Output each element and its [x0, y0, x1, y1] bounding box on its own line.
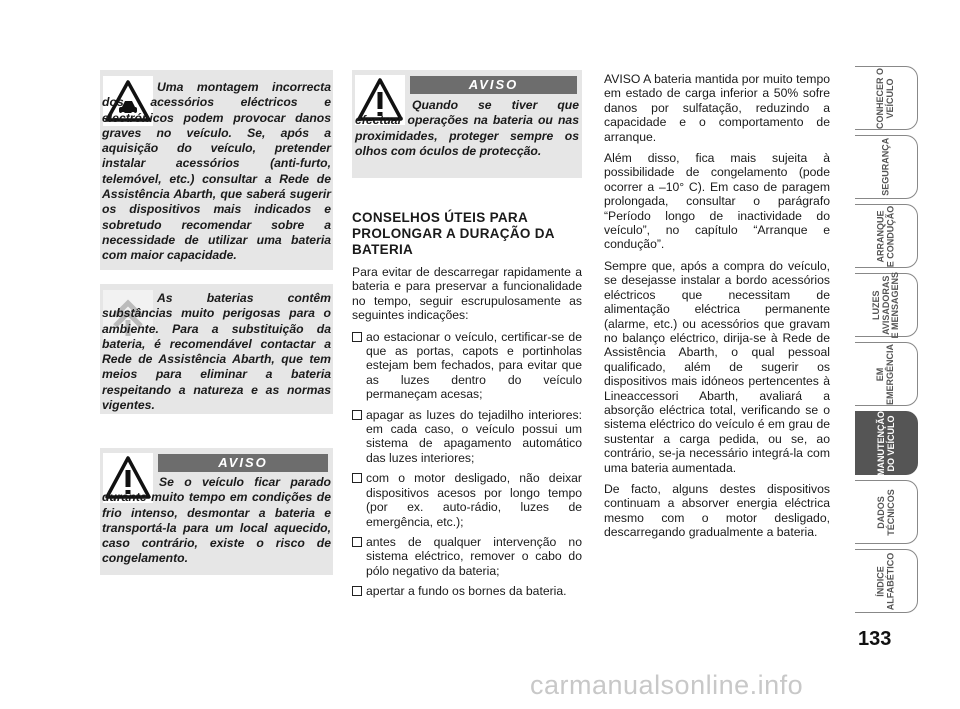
list-item: antes de qualquer intervenção no sistema eléctrico, remover o cabo do pólo negativo da bateria; [352, 535, 582, 578]
aviso-box-operations [352, 70, 582, 178]
paragraph: AVISO A bateria mantida por muito tempo em estado de carga inferior a 50% sofre danos por sulfatação, reduzindo a capacidade e o comportamento de arranque. [604, 72, 830, 144]
warning-box-accessories [100, 70, 333, 270]
tips-list [352, 330, 582, 599]
list-item: apertar a fundo os bornes da bateria. [352, 584, 582, 598]
aviso-label: AVISO [158, 454, 328, 472]
list-item: ao estacionar o veículo, certificar-se de que as portas, capots e portinholas estejam bem fechados, para evitar que as luzes dentro do veículo permaneçam acesas; [352, 330, 582, 402]
list-item: apagar as luzes do tejadilho interiores: em cada caso, o veículo possui um sistema de apagamento automático das luzes interiores; [352, 408, 582, 466]
tab-arranque-conducao[interactable]: ARRANQUE E CONDUÇÃO [855, 204, 918, 268]
right-column [604, 72, 830, 547]
paragraph: Além disso, fica mais sujeita à possibilidade de congelamento (pode ocorrer a –10° C). Em caso de paragem prolongada, consultar o parágrafo “Período longo de inactividade do veículo”, no capítulo “Arranque e condução”. [604, 151, 830, 252]
tab-manutencao-veiculo[interactable]: MANUTENÇÃO DO VEÍCULO [855, 411, 918, 475]
tab-seguranca[interactable]: SEGURANÇA [855, 135, 918, 199]
tab-indice-alfabetico[interactable]: ÍNDICE ALFABÉTICO [855, 549, 918, 613]
aviso-label: AVISO [410, 76, 577, 94]
warning-environment-text: As baterias contêm substâncias muito perigosas para o ambiente. Para a substituição da bateria, é recomendável contactar a Rede de Assistência Abarth, que tem meios para eliminar a bateria respeitando a natureza e as normas vigentes. [102, 291, 331, 413]
warning-accessories-text: Uma montagem incorrecta dos acessórios eléctricos e electrónicos podem provocar danos graves no veículo. Se, após a aquisição do veículo, pretender instalar acessórios (anti-furto, telemóvel, etc.) consultar a Rede de Assistência Abarth, que saberá sugerir os dispositivos mais indicados e sobretudo recomendar sobre a necessidade de utilizar uma bateria com maior capacidade. [102, 80, 331, 263]
watermark: carmanualsonline.info [530, 670, 804, 700]
aviso-cold-text: Se o veículo ficar parado durante muito tempo em condições de frio intenso, desmontar a bateria e transportá-la para um local aquecido, caso contrário, existe o risco de congelamento. [102, 475, 331, 566]
aviso-box-cold [100, 448, 333, 575]
checkbox-bullet-icon [352, 473, 362, 483]
section-intro: Para evitar de descarregar rapidamente a bateria e para preservar a funcionalidade no tempo, seguir escrupulosamente as seguintes indicações: [352, 265, 582, 323]
section-body [352, 265, 582, 605]
checkbox-bullet-icon [352, 586, 362, 596]
checkbox-bullet-icon [352, 332, 362, 342]
warning-box-environment [100, 284, 333, 414]
list-item: com o motor desligado, não deixar dispositivos acesos por longo tempo (por ex. auto-rádio, luzes de emergência, etc.); [352, 471, 582, 529]
section-title: CONSELHOS ÚTEIS PARA PROLONGAR A DURAÇÃO DA BATERIA [352, 210, 555, 257]
paragraph: De facto, alguns destes dispositivos continuam a absorver energia eléctrica mesmo com o motor desligado, descarregando gradualmente a bateria. [604, 481, 830, 540]
tab-em-emergencia[interactable]: EM EMERGÊNCIA [855, 342, 918, 406]
tab-dados-tecnicos[interactable]: DADOS TÉCNICOS [855, 480, 918, 544]
paragraph: Sempre que, após a compra do veículo, se desejasse instalar a bordo acessórios eléctricos que necessitam de alimentação eléctrica permanente (alarme, etc.) ou acessórios que gravam no balanço eléctrico, dirija-se à Rede de Assistência Abarth, o qual pessoal qualificado, além de sugerir os dispositivos mais idóneos pertencentes à Lineaccessori Abarth, avaliará a absorção eléctrica total, verificando se o sistema eléctrico do veículo é em grau de sustentar a carga pedida, ou se, ao contrário, se-ja necessário integrá-la com uma bateria aumentada. [604, 258, 830, 475]
page-number: 133 [858, 628, 892, 650]
tab-luzes-avisadoras[interactable]: LUZES AVISADORAS E MENSAGENS [855, 273, 918, 337]
checkbox-bullet-icon [352, 537, 362, 547]
checkbox-bullet-icon [352, 410, 362, 420]
tab-conhecer-veiculo[interactable]: CONHECER O VEÍCULO [855, 66, 918, 130]
aviso-operations-text: Quando se tiver que efectuar operações na bateria ou nas proximidades, proteger sempre os olhos com óculos de protecção. [355, 98, 579, 158]
